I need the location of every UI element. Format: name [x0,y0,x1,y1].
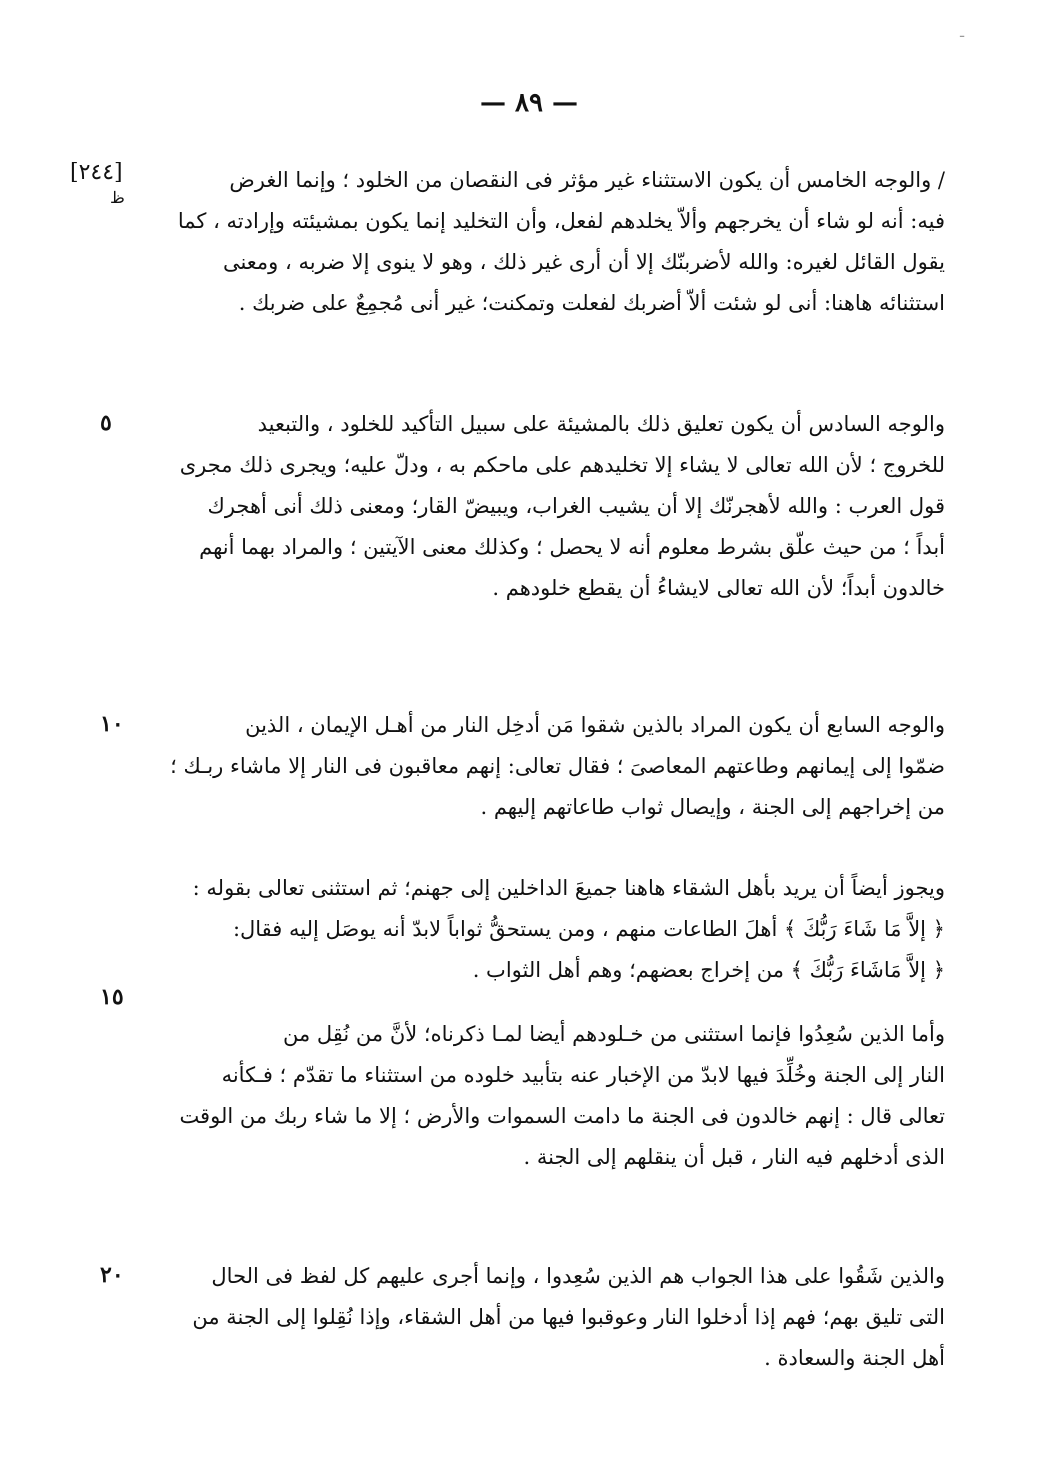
text-line: النار إلى الجنة وخُلِّدَ فيها لابدّ من الإخبار عنه بتأبيد خلوده من استثناء ما تقدّم ؛ فـكأنه [221,1063,945,1087]
text-line: ضمّوا إلى إيمانهم وطاعتهم المعاصىَ ؛ فقال تعالى: إنهم معاقبون فى النار إلا ماشاء ربـك ؛ [170,754,945,778]
text-line: أهل الجنة والسعادة . [764,1346,945,1370]
paragraph-3 [155,705,945,828]
line-number-15: ١٥ [100,984,124,1010]
text-line: فيه: أنه لو شاء أن يخرجهم وألاّ يخلدهم لفعل، وأن التخليد إنما يكون بمشيئته وإرادته ، كما [177,209,945,233]
text-line: ﴿ إلاَّ مَاشَاءَ رَبُّكَ ﴾ من إخراج بعضهم؛ وهم أهل الثواب . [472,958,945,982]
text-line: والذين شَقُوا على هذا الجواب هم الذين سُعِدوا ، وإنما أجرى عليهم كل لفظ فى الحال [211,1264,945,1288]
text-line: خالدون أبداً؛ لأن الله تعالى لايشاءُ أن يقطع خلودهم . [492,576,945,600]
text-line: ﴿ إلاَّ مَا شَاءَ رَبُّكَ ﴾ أهلَ الطاعات منهم ، ومن يستحقُّ ثواباً لابدّ أنه يوصَل إليه فقال: [232,917,945,941]
folio-side-marker: ظ [110,188,125,207]
corner-mark: ـ [960,25,965,41]
text-line: / والوجه الخامس أن يكون الاستثناء غير مؤثر فى النقصان من الخلود ؛ وإنما الغرض [229,168,945,192]
page-number: — ٨٩ — [479,88,579,118]
paragraph-5 [155,1014,945,1178]
text-line: يقول القائل لغيره: والله لأضربنّك إلا أن أرى غير ذلك ، وهو لا ينوى إلا ضربه ، ومعنى [222,250,945,274]
text-line: ويجوز أيضاً أن يريد بأهل الشقاء هاهنا جميعَ الداخلين إلى جهنم؛ ثم استثنى تعالى بقوله : [192,876,945,900]
paragraph-1 [155,160,945,324]
text-line: وأما الذين سُعِدُوا فإنما استثنى من خـلودهم أيضا لمـا ذكرناه؛ لأنَّ من نُقِل من [282,1022,945,1046]
line-number-5: ٥ [100,410,112,436]
line-number-10: ١٠ [100,711,124,737]
text-line: تعالى قال : إنهم خالدون فى الجنة ما دامت السموات والأرض ؛ إلا ما شاء ربك من الوقت [179,1104,945,1128]
paragraph-4 [155,868,945,991]
text-line: والوجه السادس أن يكون تعليق ذلك بالمشيئة على سبيل التأكيد للخلود ، والتبعيد [257,412,945,436]
text-line: الذى أدخلهم فيه النار ، قبل أن ينقلهم إلى الجنة . [523,1145,945,1169]
text-line: قول العرب : والله لأهجرنّك إلا أن يشيب الغراب، ويبيضّ القار؛ ومعنى ذلك أنى أهجرك [207,494,945,518]
text-line: من إخراجهم إلى الجنة ، وإيصال ثواب طاعاتهم إليهم . [480,795,945,819]
paragraph-6 [155,1256,945,1379]
line-number-20: ٢٠ [100,1262,124,1288]
text-line: للخروج ؛ لأن الله تعالى لا يشاء إلا تخليدهم على ماحكم به ، ودلّ عليه؛ ويجرى ذلك مجرى [179,453,945,477]
text-line: استثنائه هاهنا: أنى لو شئت ألاّ أضربك لفعلت وتمكنت؛ غير أنى مُجمِعٌ على ضربك . [238,291,945,315]
text-line: أبداً ؛ من حيث علّق بشرط معلوم أنه لا يحصل ؛ وكذلك معنى الآيتين ؛ والمراد بهما أنهم [199,535,945,559]
text-line: والوجه السابع أن يكون المراد بالذين شقوا مَن أدخِل النار من أهـل الإيمان ، الذين [245,713,945,737]
text-line: التى تليق بهم؛ فهم إذا أدخلوا النار وعوقبوا فيها من أهل الشقاء، وإذا نُقِلوا إلى الجنة من [192,1305,945,1329]
folio-marker: [٢٤٤] [70,160,123,185]
paragraph-2 [155,404,945,609]
